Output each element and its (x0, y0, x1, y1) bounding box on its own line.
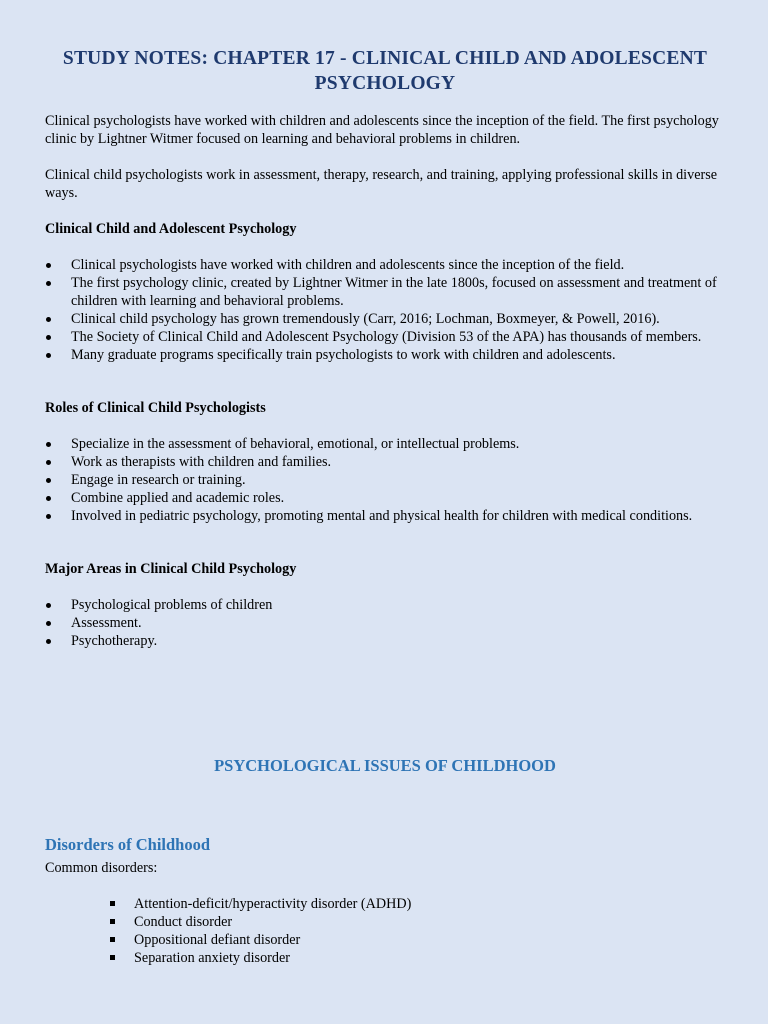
list-item: Oppositional defiant disorder (108, 931, 411, 949)
list-item: Assessment. (45, 614, 725, 632)
list-item: Separation anxiety disorder (108, 949, 411, 967)
intro-paragraph-1: Clinical psychologists have worked with children and adolescents since the inception of the field. The first psychology clinic by Lightner Witmer focused on learning and behavioral problems in children. (45, 113, 719, 147)
subsection-title-disorders: Disorders of Childhood (45, 834, 211, 854)
bullet-icon (46, 442, 51, 447)
list-item: Conduct disorder (108, 913, 411, 931)
title-line-1: STUDY NOTES: CHAPTER 17 - CLINICAL CHILD AND ADOLESCENT (62, 48, 708, 69)
square-bullet-icon (110, 901, 115, 906)
bullet-icon (46, 281, 51, 286)
list-item: Specialize in the assessment of behavioral, emotional, or intellectual problems. (45, 435, 725, 453)
list-item: Many graduate programs specifically train psychologists to work with children and adolescents. (45, 346, 725, 364)
bullet-icon (46, 317, 51, 322)
bullet-icon (46, 621, 51, 626)
bullet-list-clinical-child (45, 256, 725, 364)
disorders-list (108, 895, 411, 967)
list-item: Involved in pediatric psychology, promoting mental and physical health for children with medical conditions. (45, 507, 725, 525)
bullet-icon (46, 353, 51, 358)
bullet-icon (46, 496, 51, 501)
section-heading-clinical-child: Clinical Child and Adolescent Psychology (45, 221, 297, 237)
common-disorders-label: Common disorders: (45, 860, 158, 876)
list-item: Attention-deficit/hyperactivity disorder (ADHD) (108, 895, 411, 913)
list-item: Clinical child psychology has grown tremendously (Carr, 2016; Lochman, Boxmeyer, & Powell, 2016). (45, 310, 725, 328)
title-line-2: PSYCHOLOGY (314, 73, 456, 94)
bullet-icon (46, 514, 51, 519)
list-item: Combine applied and academic roles. (45, 489, 725, 507)
intro-paragraph-2: Clinical child psychologists work in assessment, therapy, research, and training, applying professional skills in diverse ways. (45, 167, 718, 201)
bullet-icon (46, 335, 51, 340)
bullet-icon (46, 603, 51, 608)
list-item: The Society of Clinical Child and Adolescent Psychology (Division 53 of the APA) has thousands of members. (45, 328, 725, 346)
document-title (45, 46, 725, 96)
square-bullet-icon (110, 937, 115, 942)
section-heading-roles: Roles of Clinical Child Psychologists (45, 400, 266, 416)
list-item: Work as therapists with children and families. (45, 453, 725, 471)
square-bullet-icon (110, 919, 115, 924)
bullet-list-roles (45, 435, 725, 525)
list-item: Engage in research or training. (45, 471, 725, 489)
bullet-icon (46, 639, 51, 644)
bullet-icon (46, 478, 51, 483)
bullet-icon (46, 263, 51, 268)
list-item: Psychotherapy. (45, 632, 725, 650)
list-item: The first psychology clinic, created by Lightner Witmer in the late 1800s, focused on assessment and treatment of children with learning and behavioral problems. (45, 274, 725, 310)
bullet-list-major-areas (45, 596, 725, 650)
section-title-psychological-issues: PSYCHOLOGICAL ISSUES OF CHILDHOOD (214, 755, 556, 775)
list-item: Clinical psychologists have worked with children and adolescents since the inception of the field. (45, 256, 725, 274)
section-heading-major-areas: Major Areas in Clinical Child Psychology (45, 561, 297, 577)
square-bullet-icon (110, 955, 115, 960)
bullet-icon (46, 460, 51, 465)
list-item: Psychological problems of children (45, 596, 725, 614)
